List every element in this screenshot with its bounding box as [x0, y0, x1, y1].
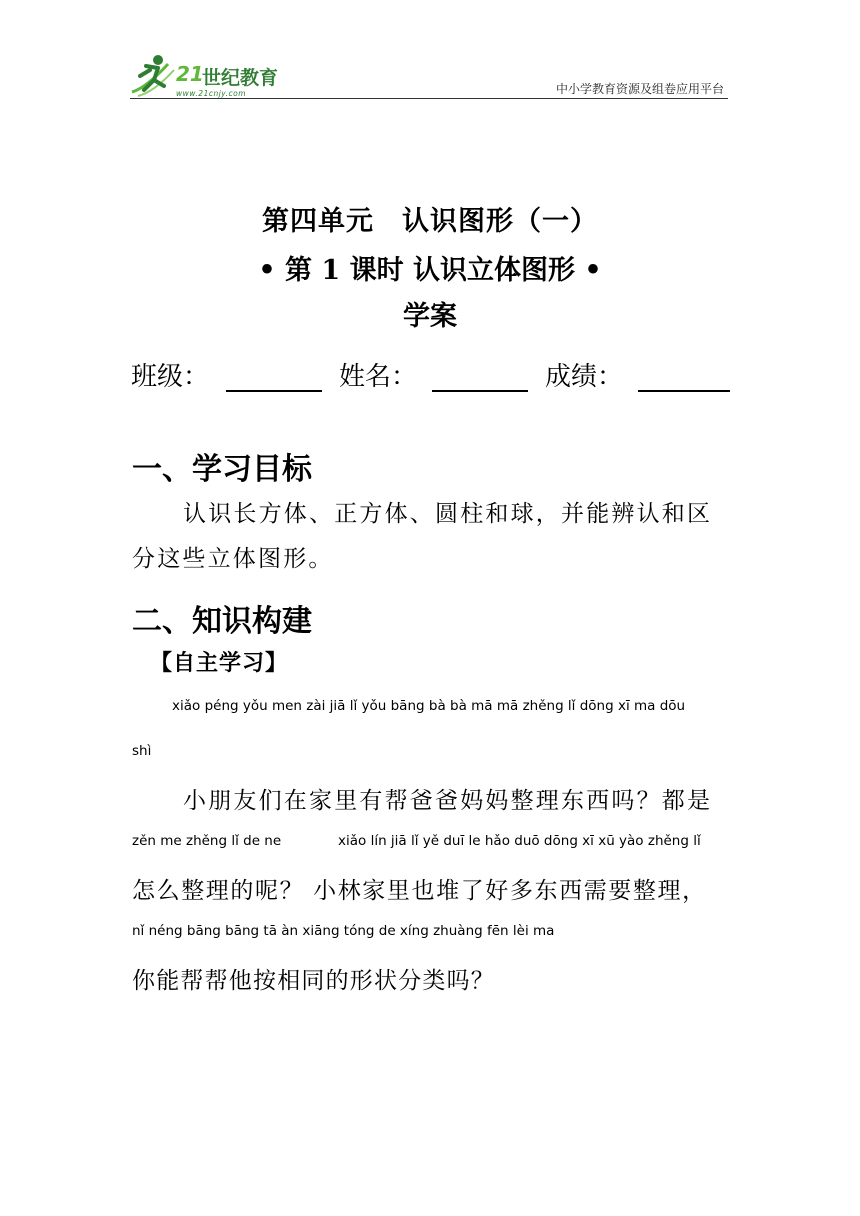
name-label: 姓名：	[339, 362, 418, 392]
score-blank[interactable]	[638, 390, 730, 392]
story-text-line3: 你能帮帮他按相同的形状分类吗？	[132, 968, 495, 994]
pinyin-line-2b: xiǎo lín jiā lǐ yě duī le hǎo duō dōng xī xū yào zhěng lǐ	[338, 833, 701, 849]
pinyin-line-1b: shì	[132, 743, 152, 759]
objective-text-line2: 分这些立体图形。	[132, 546, 334, 572]
story-text-line1: 小朋友们在家里有帮爸爸妈妈整理东西吗？都是	[183, 788, 713, 814]
sub-heading-self-study: 【自主学习】	[150, 650, 289, 676]
objective-text-line1: 认识长方体、正方体、圆柱和球，并能辨认和区	[183, 501, 713, 527]
pinyin-line-3: nǐ néng bāng bāng tā àn xiāng tóng de xíng zhuàng fēn lèi ma	[132, 923, 555, 939]
logo-number: 21	[176, 62, 204, 86]
class-blank[interactable]	[226, 390, 322, 392]
pinyin-line-2a: zěn me zhěng lǐ de ne	[132, 833, 282, 849]
header-tagline: 中小学教育资源及组卷应用平台	[555, 82, 724, 96]
logo-name: 世纪教育	[202, 67, 279, 89]
section-heading-knowledge: 二、知识构建	[132, 604, 312, 639]
section-heading-objectives: 一、学习目标	[132, 452, 312, 487]
runner-logo-icon	[124, 52, 178, 100]
document-type-title: 学案	[403, 301, 457, 332]
logo	[124, 52, 304, 102]
lesson-title: • 第 1 课时 认识立体图形 •	[258, 255, 602, 286]
logo-url: www.21cnjy.com	[176, 89, 247, 98]
unit-title: 第四单元 认识图形（一）	[262, 206, 598, 237]
pinyin-line-1: xiǎo péng yǒu men zài jiā lǐ yǒu bāng bà bà mā mā zhěng lǐ dōng xī ma dōu	[172, 698, 686, 714]
name-blank[interactable]	[432, 390, 528, 392]
header-divider	[130, 98, 728, 99]
story-text-line2: 怎么整理的呢？ 小林家里也堆了好多东西需要整理，	[132, 878, 707, 904]
score-label: 成绩：	[545, 362, 624, 392]
class-label: 班级：	[131, 362, 210, 392]
